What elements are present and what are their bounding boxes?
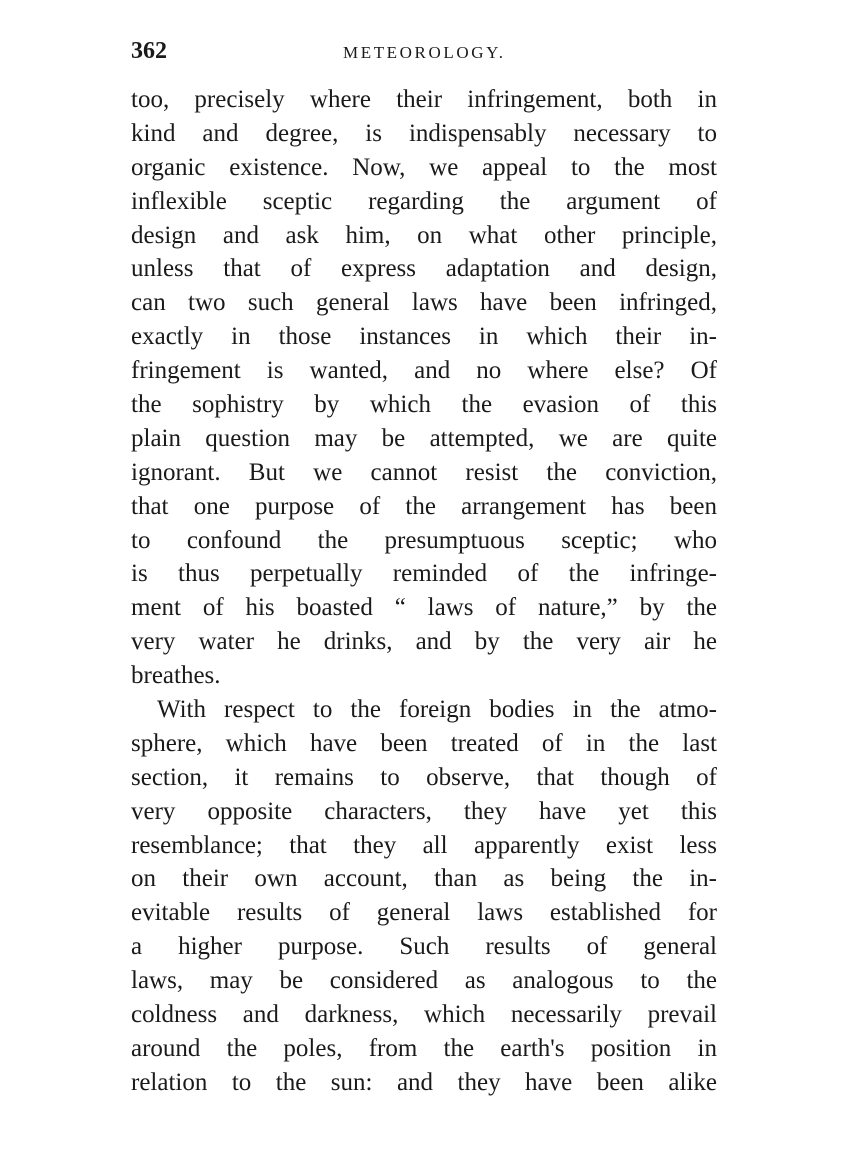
text-line: on their own account, than as being the in- xyxy=(131,865,717,893)
text-line: organic existence. Now, we appeal to the most xyxy=(131,153,717,181)
text-line: sphere, which have been treated of in the last xyxy=(131,729,717,757)
text-line: fringement is wanted, and no where else? Of xyxy=(131,357,717,385)
text-line: unless that of express adaptation and design, xyxy=(131,255,717,283)
text-line: the sophistry by which the evasion of this xyxy=(131,391,717,419)
running-head: METEOROLOGY. xyxy=(343,43,506,62)
paragraph xyxy=(131,83,717,693)
text-line: resemblance; that they all apparently exist less xyxy=(131,831,717,859)
text-line: design and ask him, on what other principle, xyxy=(131,221,717,249)
text-line: inflexible sceptic regarding the argument of xyxy=(131,187,717,215)
text-line: around the poles, from the earth's position in xyxy=(131,1034,717,1062)
paragraph xyxy=(131,693,717,1100)
text-line: a higher purpose. Such results of general xyxy=(131,933,717,961)
text-line: section, it remains to observe, that though of xyxy=(131,763,717,791)
text-line: relation to the sun: and they have been alike xyxy=(131,1068,717,1096)
text-line: ment of his boasted “ laws of nature,” by the xyxy=(131,594,717,622)
text-line: kind and degree, is indispensably necessary to xyxy=(131,119,717,147)
text-line: is thus perpetually reminded of the infringe- xyxy=(131,560,717,588)
text-line: very opposite characters, they have yet this xyxy=(131,797,717,825)
body-text xyxy=(131,83,717,1100)
text-line: to confound the presumptuous sceptic; who xyxy=(131,526,717,554)
page-number: 362 xyxy=(131,38,167,64)
text-line: breathes. xyxy=(131,662,221,690)
text-line: very water he drinks, and by the very air he xyxy=(131,628,717,656)
text-line: exactly in those instances in which their in- xyxy=(131,323,717,351)
text-line: too, precisely where their infringement, both in xyxy=(131,86,717,113)
text-line: With respect to the foreign bodies in the atmo- xyxy=(157,696,717,724)
text-line: evitable results of general laws established for xyxy=(131,899,717,927)
page-header xyxy=(131,38,721,68)
text-line: plain question may be attempted, we are quite xyxy=(131,424,717,452)
text-line: can two such general laws have been infringed, xyxy=(131,289,717,317)
text-line: that one purpose of the arrangement has been xyxy=(131,492,717,520)
text-line: ignorant. But we cannot resist the conviction, xyxy=(131,458,717,486)
text-line: coldness and darkness, which necessarily prevail xyxy=(131,1001,717,1029)
text-line: laws, may be considered as analogous to the xyxy=(131,967,717,995)
